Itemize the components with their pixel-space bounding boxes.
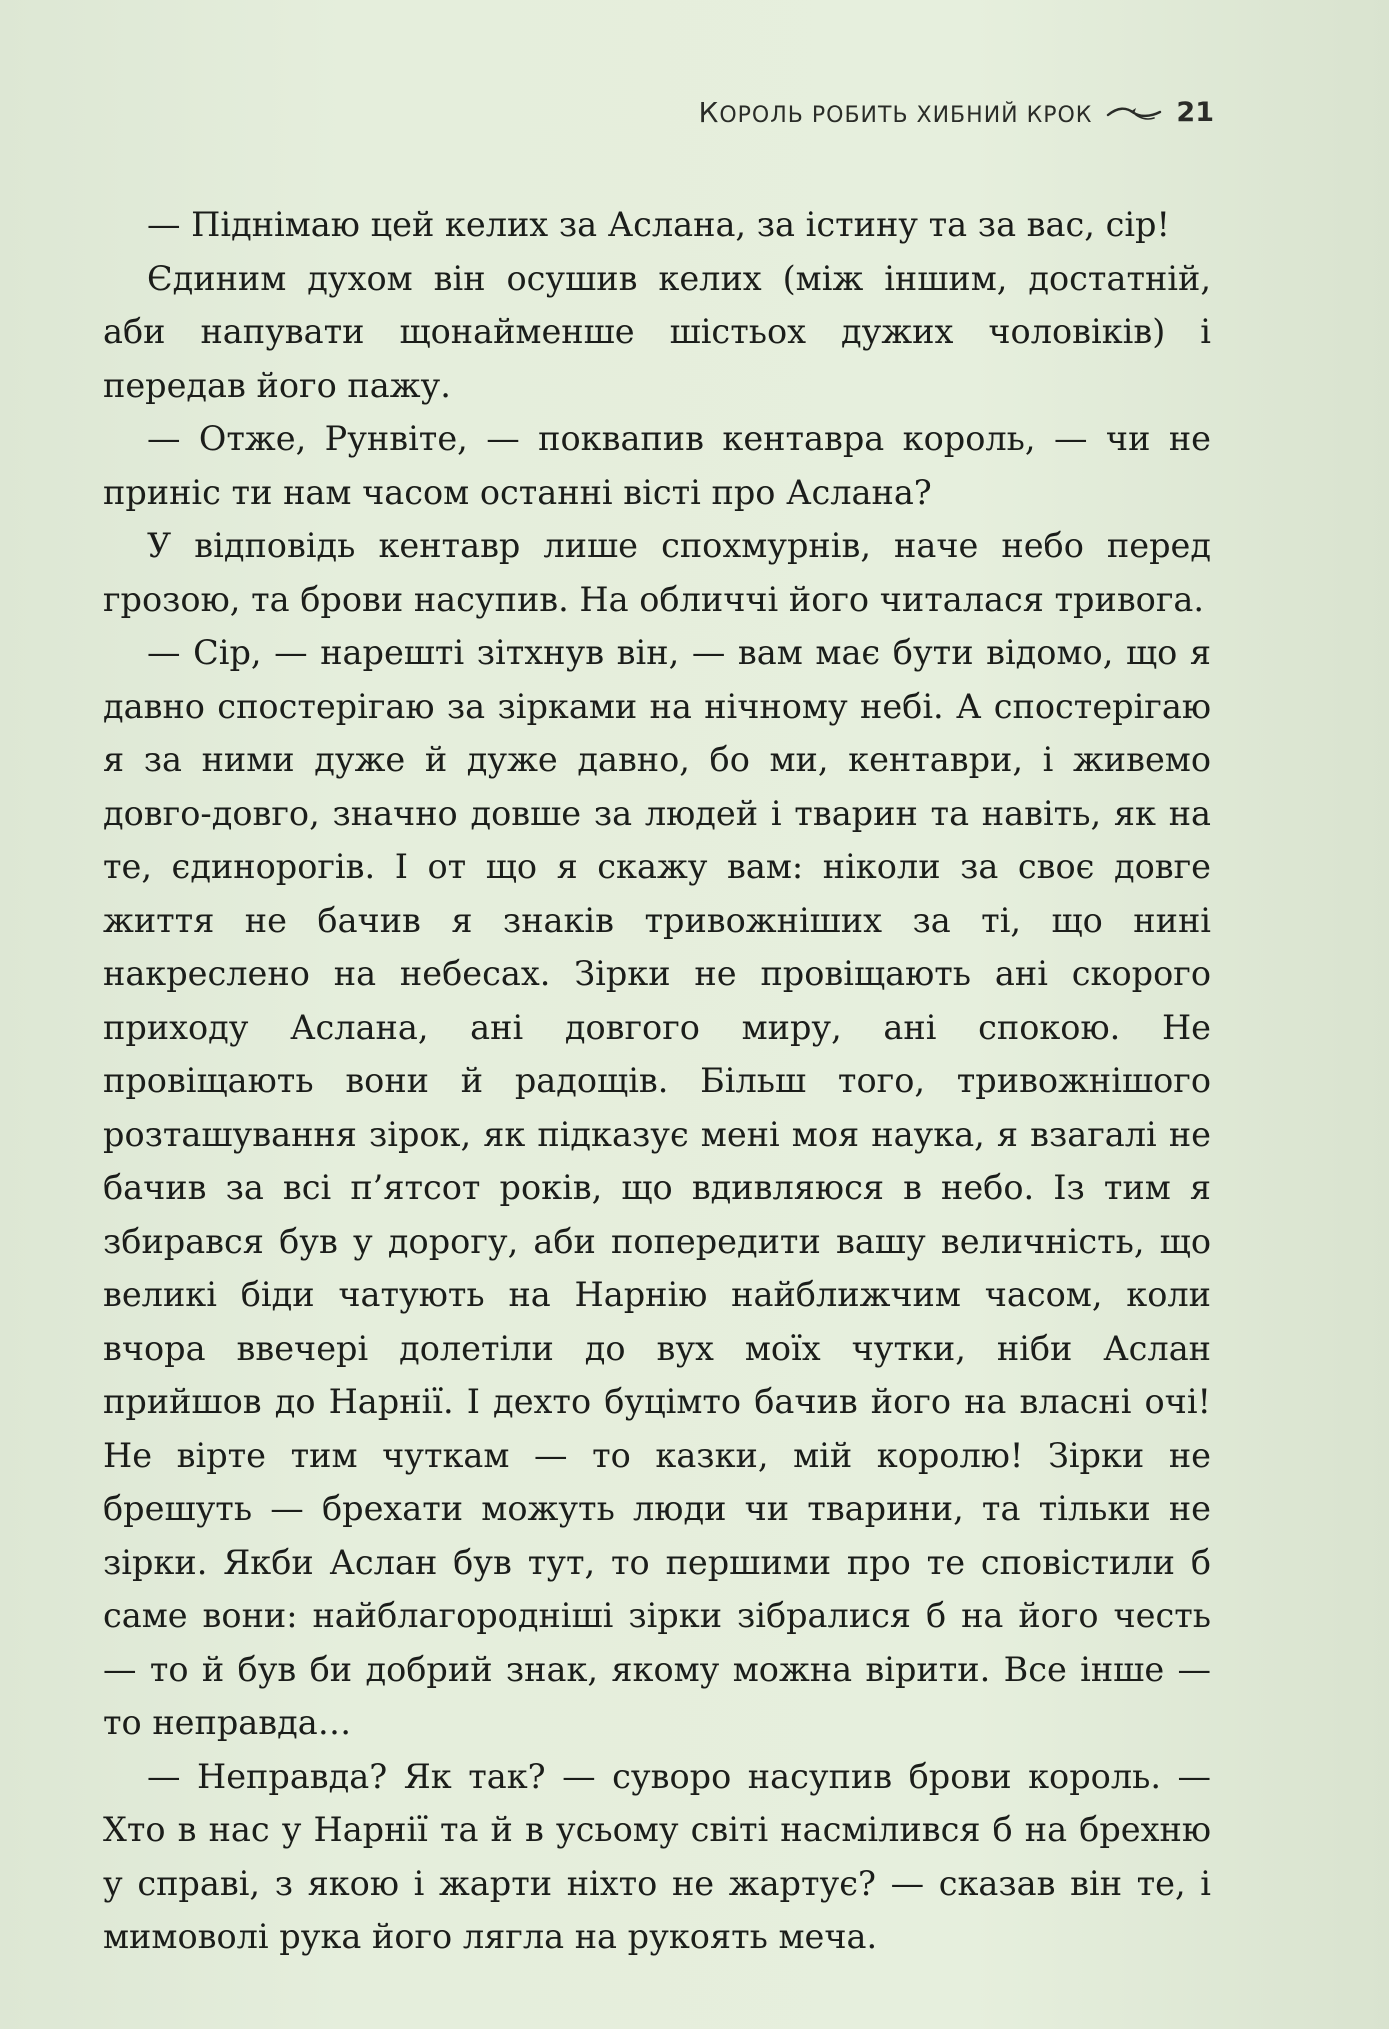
paragraph: — Піднімаю цей келих за Аслана, за істину та за вас, сір! [147,205,1170,244]
running-header [698,96,1214,129]
chapter-title: КОРОЛЬ РОБИТЬ ХИБНИЙ КРОК [698,96,1093,129]
flourish-icon [1106,104,1162,122]
paragraph: У відповідь кентавр лише спохмурнів, наче небо перед грозою, та брови насупив. На обличчі його читалася тривога. [103,526,1211,619]
paragraph: — Сір, — нарешті зітхнув він, — вам має бути відомо, що я давно спостерігаю за зірками на нічному небі. А спостерігаю я за ними дуже й дуже давно, бо ми, кентаври, і живемо довго-довго, значно довше за людей і тварин та навіть, як на те, єдинорогів. І от що я скажу вам: ніколи за своє довге життя не бачив я знаків тривожніших за ті, що нині накреслено на небесах. Зірки не провіщають ані скорого приходу Аслана, ані довгого миру, ані спокою. Не провіщають вони й радощів. Більш того, тривожнішого розташування зірок, як підказує мені моя наука, я взагалі не бачив за всі п’ятсот років, що вдивляюся в небо. Із тим я збирався був у дорогу, аби попередити вашу величність, що великі біди чатують на Нарнію найближчим часом, коли вчора ввечері долетіли до вух моїх чутки, ніби Аслан прийшов до Нарнії. І дехто буцімто бачив його на власні очі! Не вірте тим чуткам — то казки, мій королю! Зірки не брешуть — брехати можуть люди чи тварини, та тільки не зірки. Якби Аслан був тут, то першими про те сповістили б саме вони: найблагородніші зірки зібралися б на його честь — то й був би добрий знак, якому можна вірити. Все інше — то неправда… [103,633,1211,1742]
body-text [103,198,1211,1964]
paragraph: — Неправда? Як так? — суворо насупив брови король. — Хто в нас у Нарнії та й в усьому світі насмілився б на брехню у справі, з якою і жарти ніхто не жартує? — сказав він те, і мимоволі рука його лягла на рукоять меча. [103,1756,1211,1956]
paragraph: Єдиним духом він осушив келих (між іншим, достатній, аби напувати щонайменше шістьох дужих чоловіків) і передав його пажу. [103,258,1211,405]
paragraph: — Отже, Рунвіте, — поквапив кентавра король, — чи не приніс ти нам часом останні вісті про Аслана? [103,419,1211,512]
page-number: 21 [1176,97,1214,128]
